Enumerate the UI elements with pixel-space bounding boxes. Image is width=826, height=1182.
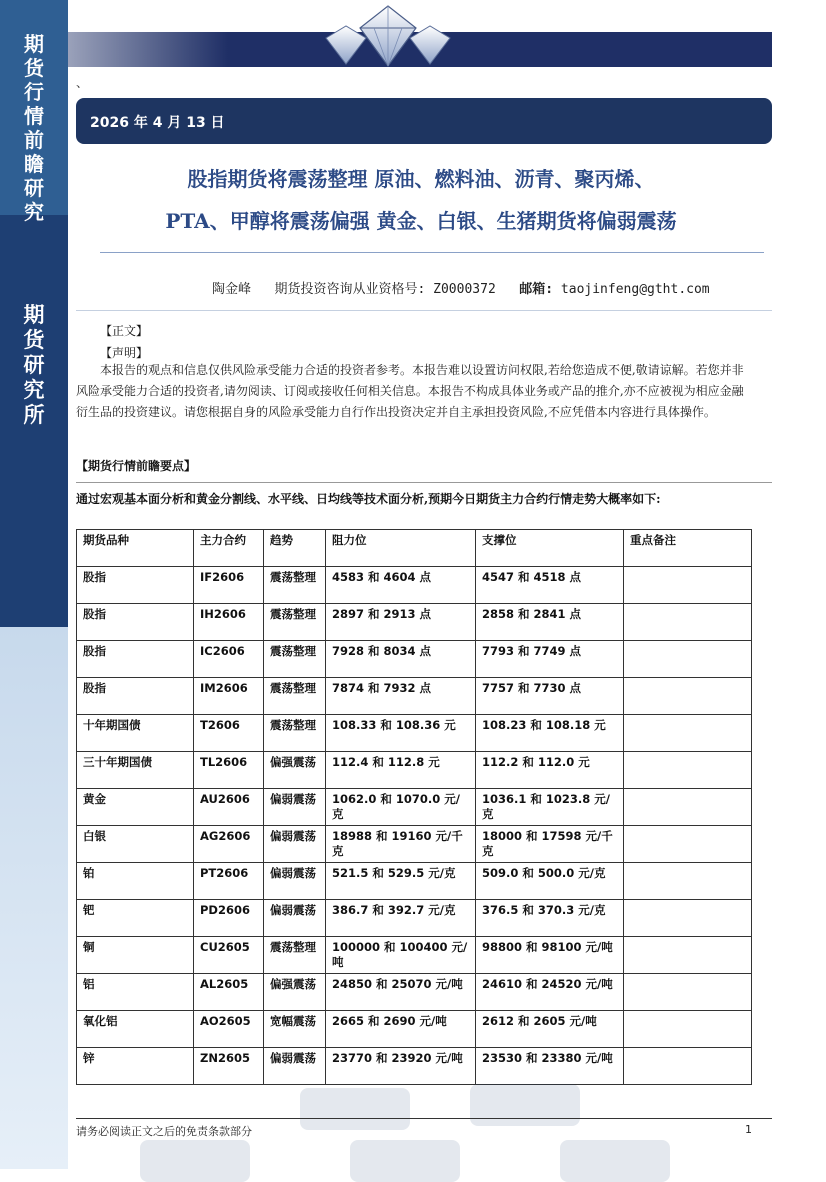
cell-support: 24610 和 24520 元/吨 [476, 974, 624, 1011]
cell-trend: 震荡整理 [264, 715, 326, 752]
cell-contract: PD2606 [194, 900, 264, 937]
cell-notes [624, 604, 752, 641]
cell-variety: 铜 [77, 937, 194, 974]
cell-support: 112.2 和 112.0 元 [476, 752, 624, 789]
cell-support: 18000 和 17598 元/千克 [476, 826, 624, 863]
cell-variety: 铂 [77, 863, 194, 900]
sidebar-char: 情 [24, 104, 44, 128]
cell-trend: 震荡整理 [264, 678, 326, 715]
cell-contract: AG2606 [194, 826, 264, 863]
table-row [77, 715, 752, 752]
sidebar-lower-band [0, 627, 68, 1169]
cell-contract: T2606 [194, 715, 264, 752]
table-header-cell: 期货品种 [77, 530, 194, 567]
cell-variety: 十年期国债 [77, 715, 194, 752]
table-header-row [77, 530, 752, 567]
cell-resistance: 2897 和 2913 点 [326, 604, 476, 641]
table-header-cell: 重点备注 [624, 530, 752, 567]
cell-trend: 震荡整理 [264, 641, 326, 678]
cell-trend: 偏强震荡 [264, 974, 326, 1011]
sidebar-char: 究 [23, 377, 45, 402]
sidebar-char: 瞻 [24, 152, 44, 176]
cell-trend: 震荡整理 [264, 604, 326, 641]
cell-resistance: 4583 和 4604 点 [326, 567, 476, 604]
footer-disclaimer: 请务必阅读正文之后的免责条款部分 [76, 1125, 252, 1138]
watermark-logo [470, 1084, 580, 1126]
cell-notes [624, 863, 752, 900]
cell-trend: 偏弱震荡 [264, 863, 326, 900]
cell-trend: 偏强震荡 [264, 752, 326, 789]
cell-resistance: 108.33 和 108.36 元 [326, 715, 476, 752]
cell-resistance: 23770 和 23920 元/吨 [326, 1048, 476, 1085]
date-banner [76, 98, 772, 144]
cell-contract: CU2605 [194, 937, 264, 974]
sidebar-char: 行 [24, 80, 44, 104]
cell-support: 2612 和 2605 元/吨 [476, 1011, 624, 1048]
title-line-2: PTA、甲醇将震荡偏强 黄金、白银、生猪期货将偏弱震荡 [165, 209, 677, 233]
cell-notes [624, 715, 752, 752]
cell-notes [624, 789, 752, 826]
sidebar-char: 货 [23, 327, 45, 352]
header-band-highlight [68, 32, 228, 67]
table-row [77, 641, 752, 678]
cell-resistance: 24850 和 25070 元/吨 [326, 974, 476, 1011]
cell-resistance: 7928 和 8034 点 [326, 641, 476, 678]
table-row [77, 900, 752, 937]
cell-notes [624, 1011, 752, 1048]
futures-outlook-table [76, 529, 752, 1085]
author-divider [76, 310, 772, 311]
cell-variety: 三十年期国债 [77, 752, 194, 789]
outlook-divider [76, 482, 772, 483]
sidebar-char: 研 [24, 176, 44, 200]
cell-support: 1036.1 和 1023.8 元/克 [476, 789, 624, 826]
table-row [77, 604, 752, 641]
cell-support: 376.5 和 370.3 元/克 [476, 900, 624, 937]
author-email[interactable]: taojinfeng@gtht.com [560, 282, 710, 297]
outlook-heading: 【期货行情前瞻要点】 [76, 459, 197, 473]
sidebar-char: 货 [24, 56, 44, 80]
table-header-cell: 支撑位 [476, 530, 624, 567]
watermark-logo [140, 1140, 250, 1182]
cell-contract: AO2605 [194, 1011, 264, 1048]
cell-variety: 铝 [77, 974, 194, 1011]
cell-variety: 股指 [77, 567, 194, 604]
cell-contract: AL2605 [194, 974, 264, 1011]
table-header-cell: 阻力位 [326, 530, 476, 567]
table-body [77, 567, 752, 1085]
statement-text: 本报告的观点和信息仅供风险承受能力合适的投资者参考。本报告难以设置访问权限,若给您造成不便,敬请谅解。若您并非风险承受能力合适的投资者,请勿阅读、订阅或接收任何相关信息。本报告不构成具体业务或产品的推介,亦不应被视为相应金融衍生品的投资建议。请您根据自身的风险承受能力自行作出投资决定并自主承担投资风险,不应凭借本内容进行具体操作。 [76, 363, 744, 419]
cell-contract: ZN2605 [194, 1048, 264, 1085]
cell-notes [624, 1048, 752, 1085]
cell-variety: 钯 [77, 900, 194, 937]
sidebar-top-label [0, 32, 68, 224]
cell-support: 7793 和 7749 点 [476, 641, 624, 678]
table-row [77, 789, 752, 826]
cell-variety: 锌 [77, 1048, 194, 1085]
cell-notes [624, 974, 752, 1011]
cell-support: 2858 和 2841 点 [476, 604, 624, 641]
cell-variety: 黄金 [77, 789, 194, 826]
outlook-intro: 通过宏观基本面分析和黄金分割线、水平线、日均线等技术面分析,预期今日期货主力合约行情走势大概率如下: [76, 492, 661, 506]
cell-trend: 偏弱震荡 [264, 900, 326, 937]
tick-mark: 、 [76, 76, 89, 90]
cell-contract: IF2606 [194, 567, 264, 604]
cell-resistance: 521.5 和 529.5 元/克 [326, 863, 476, 900]
cell-notes [624, 641, 752, 678]
table-row [77, 937, 752, 974]
cell-trend: 宽幅震荡 [264, 1011, 326, 1048]
cell-trend: 震荡整理 [264, 567, 326, 604]
cell-notes [624, 900, 752, 937]
statement-label: 【声明】 [100, 346, 149, 360]
author-qualification: 期货投资咨询从业资格号: Z0000372 [274, 282, 496, 297]
sidebar [0, 0, 68, 1169]
cell-support: 108.23 和 108.18 元 [476, 715, 624, 752]
cell-contract: TL2606 [194, 752, 264, 789]
sidebar-char: 期 [23, 302, 45, 327]
report-title [76, 158, 766, 242]
cell-support: 509.0 和 500.0 元/克 [476, 863, 624, 900]
cell-notes [624, 826, 752, 863]
cell-notes [624, 937, 752, 974]
cell-resistance: 7874 和 7932 点 [326, 678, 476, 715]
cell-variety: 股指 [77, 604, 194, 641]
cell-resistance: 100000 和 100400 元/吨 [326, 937, 476, 974]
cell-resistance: 1062.0 和 1070.0 元/克 [326, 789, 476, 826]
cell-variety: 股指 [77, 678, 194, 715]
cell-notes [624, 678, 752, 715]
sidebar-bottom-label [0, 302, 68, 427]
table-row [77, 1011, 752, 1048]
cell-trend: 偏弱震荡 [264, 826, 326, 863]
table-header-cell: 趋势 [264, 530, 326, 567]
table-row [77, 678, 752, 715]
table-row [77, 974, 752, 1011]
report-date: 2026 年 4 月 13 日 [90, 115, 225, 131]
cell-support: 23530 和 23380 元/吨 [476, 1048, 624, 1085]
email-label: 邮箱: [519, 282, 554, 297]
cell-resistance: 18988 和 19160 元/千克 [326, 826, 476, 863]
page-number: 1 [745, 1123, 752, 1136]
cell-variety: 氧化铝 [77, 1011, 194, 1048]
cell-variety: 股指 [77, 641, 194, 678]
footer-divider [76, 1118, 772, 1119]
cell-support: 7757 和 7730 点 [476, 678, 624, 715]
table-header-cell: 主力合约 [194, 530, 264, 567]
title-divider [100, 252, 764, 253]
title-line-1: 股指期货将震荡整理 原油、燃料油、沥青、聚丙烯、 [187, 167, 655, 191]
watermark-logo [350, 1140, 460, 1182]
table-row [77, 752, 752, 789]
watermark-logo [560, 1140, 670, 1182]
sidebar-char: 所 [23, 402, 45, 427]
cell-contract: IM2606 [194, 678, 264, 715]
author-line [212, 278, 710, 297]
cell-trend: 偏弱震荡 [264, 789, 326, 826]
cell-notes [624, 567, 752, 604]
table-row [77, 1048, 752, 1085]
watermark-logo [300, 1088, 410, 1130]
cell-trend: 偏弱震荡 [264, 1048, 326, 1085]
table-row [77, 863, 752, 900]
cell-resistance: 2665 和 2690 元/吨 [326, 1011, 476, 1048]
sidebar-char: 研 [23, 352, 45, 377]
cell-variety: 白银 [77, 826, 194, 863]
cell-trend: 震荡整理 [264, 937, 326, 974]
author-name: 陶金峰 [212, 282, 252, 297]
cell-support: 4547 和 4518 点 [476, 567, 624, 604]
table-row [77, 567, 752, 604]
sidebar-char: 期 [24, 32, 44, 56]
cell-resistance: 112.4 和 112.8 元 [326, 752, 476, 789]
cell-resistance: 386.7 和 392.7 元/克 [326, 900, 476, 937]
cell-contract: IC2606 [194, 641, 264, 678]
sidebar-char: 究 [24, 200, 44, 224]
cell-support: 98800 和 98100 元/吨 [476, 937, 624, 974]
cell-contract: AU2606 [194, 789, 264, 826]
table-row [77, 826, 752, 863]
cell-contract: PT2606 [194, 863, 264, 900]
cell-contract: IH2606 [194, 604, 264, 641]
sidebar-char: 前 [24, 128, 44, 152]
main-text-label: 【正文】 [100, 324, 149, 338]
cell-notes [624, 752, 752, 789]
diamond-emblem-icon [318, 2, 458, 68]
